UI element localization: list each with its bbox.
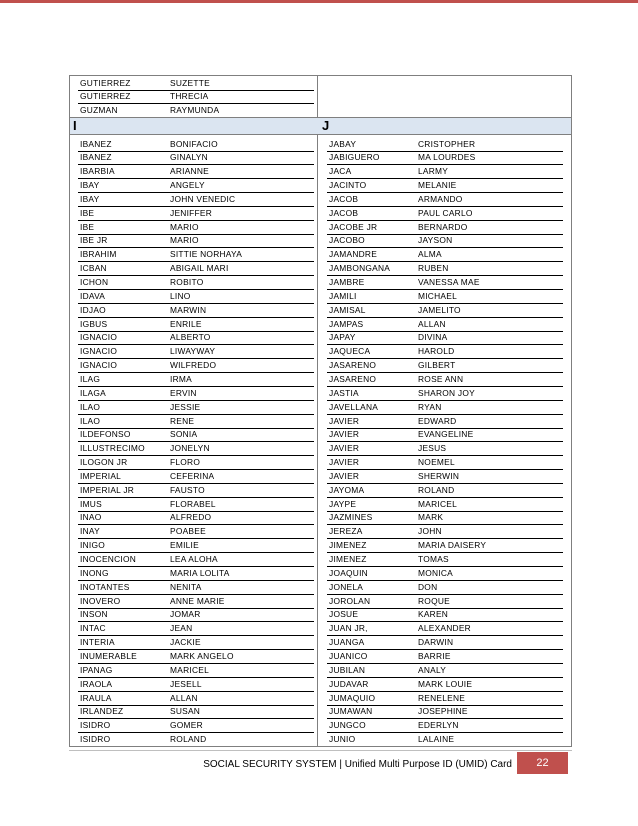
given-name: FAUSTO — [170, 484, 205, 495]
surname: JUMAWAN — [329, 706, 373, 717]
given-name: ROBITO — [170, 277, 204, 287]
given-name: JOMAR — [170, 609, 201, 620]
surname: JAVIER — [329, 443, 360, 454]
surname: IBANEZ — [80, 138, 112, 149]
surname: IBE — [80, 207, 95, 218]
top-accent-rule — [0, 0, 638, 3]
surname: IRAOLA — [80, 678, 113, 689]
given-name: RENELENE — [418, 692, 466, 703]
surname: JUAN JR, — [329, 623, 368, 634]
given-name: EDERLYN — [418, 720, 459, 731]
surname: IBAY — [80, 193, 100, 204]
right-list-row — [327, 387, 563, 401]
given-name: LIWAYWAY — [170, 346, 216, 357]
surname: JAVELLANA — [329, 401, 379, 412]
left-list-row — [78, 428, 314, 442]
surname: JACA — [329, 166, 352, 177]
page-number: 22 — [517, 752, 568, 774]
given-name: DON — [418, 581, 438, 592]
left-list-row — [78, 692, 314, 706]
left-list-row — [78, 179, 314, 193]
surname: JAMBONGANA — [329, 263, 391, 274]
surname: GUTIERREZ — [80, 78, 131, 88]
right-list-row — [327, 511, 563, 525]
given-name: PAUL CARLO — [418, 207, 473, 218]
given-name: ARMANDO — [418, 193, 463, 204]
surname: INOCENCION — [80, 554, 137, 564]
right-list-row — [327, 207, 563, 221]
right-list-row — [327, 470, 563, 484]
surname: IBE JR — [80, 235, 108, 246]
surname: JONELA — [329, 581, 364, 592]
surname: ISIDRO — [80, 734, 111, 745]
given-name: MARK LOUIE — [418, 678, 473, 689]
left-list-row — [78, 262, 314, 276]
given-name: VANESSA MAE — [418, 277, 480, 287]
given-name: ROLAND — [170, 734, 207, 745]
left-list-row — [78, 387, 314, 401]
given-name: MARWIN — [170, 304, 207, 315]
left-list-row — [78, 248, 314, 262]
surname: JABIGUERO — [329, 152, 380, 163]
right-list-row — [327, 553, 563, 567]
given-name: BARRIE — [418, 650, 451, 661]
right-list-row — [327, 650, 563, 664]
left-list-row — [78, 151, 314, 165]
given-name: KAREN — [418, 609, 449, 620]
left-list-row — [78, 138, 314, 152]
given-name: JAYSON — [418, 235, 453, 246]
right-list-row — [327, 331, 563, 345]
left-list-row — [78, 401, 314, 415]
right-list-row — [327, 678, 563, 692]
left-list-row — [78, 484, 314, 498]
surname: JAVIER — [329, 457, 360, 468]
right-list-row — [327, 248, 563, 262]
surname: INIGO — [80, 540, 105, 551]
surname: JAMBRE — [329, 277, 365, 287]
top-block-row — [78, 104, 314, 118]
surname: IDAVA — [80, 290, 106, 301]
left-list-row — [78, 193, 314, 207]
left-list-row — [78, 165, 314, 179]
column-divider — [317, 75, 318, 747]
given-name: ALLAN — [418, 318, 446, 329]
surname: JAMANDRE — [329, 249, 378, 260]
surname: ICBAN — [80, 263, 107, 274]
given-name: MARIO — [170, 235, 199, 246]
left-list-row — [78, 290, 314, 304]
given-name: SUSAN — [170, 706, 201, 717]
left-list-row — [78, 525, 314, 539]
surname: JASARENO — [329, 373, 377, 384]
given-name: DIVINA — [418, 332, 448, 343]
given-name: ROSE ANN — [418, 373, 464, 384]
surname: IDJAO — [80, 304, 106, 315]
section-letter-left: I — [73, 118, 77, 133]
given-name: JACKIE — [170, 637, 201, 648]
given-name: JONELYN — [170, 443, 210, 454]
surname: INTAC — [80, 623, 106, 634]
given-name: GILBERT — [418, 360, 456, 371]
given-name: ARIANNE — [170, 166, 209, 177]
given-name: MARICEL — [170, 664, 209, 675]
given-name: EMILIE — [170, 540, 199, 551]
right-list-row — [327, 664, 563, 678]
surname: JAYOMA — [329, 484, 365, 495]
surname: IGNACIO — [80, 332, 118, 343]
given-name: GOMER — [170, 720, 203, 731]
footer-rule — [69, 750, 572, 751]
given-name: MARK ANGELO — [170, 650, 234, 661]
right-list-row — [327, 221, 563, 235]
given-name: ANGELY — [170, 180, 205, 191]
surname: ILLUSTRECIMO — [80, 443, 145, 454]
top-block-row — [78, 90, 314, 104]
surname: JUBILAN — [329, 664, 366, 675]
given-name: SONIA — [170, 429, 198, 440]
given-name: ERVIN — [170, 387, 197, 398]
right-list-row — [327, 539, 563, 553]
given-name: DARWIN — [418, 637, 454, 648]
right-list-row — [327, 165, 563, 179]
surname: JACOB — [329, 193, 359, 204]
left-list-row — [78, 650, 314, 664]
section-letter-right: J — [322, 118, 330, 133]
right-list-row — [327, 442, 563, 456]
surname: INSON — [80, 609, 108, 620]
left-list-row — [78, 331, 314, 345]
surname: JAMILI — [329, 290, 357, 301]
given-name: BONIFACIO — [170, 138, 218, 149]
surname: JIMENEZ — [329, 540, 367, 551]
right-list-row — [327, 290, 563, 304]
right-list-row — [327, 456, 563, 470]
given-name: ALFREDO — [170, 512, 212, 523]
given-name: NOEMEL — [418, 457, 455, 468]
surname: ILAG — [80, 373, 101, 384]
given-name: SHERWIN — [418, 470, 460, 481]
given-name: CRISTOPHER — [418, 138, 476, 149]
surname: JAZMINES — [329, 512, 373, 523]
given-name: POABEE — [170, 526, 206, 537]
given-name: ROQUE — [418, 595, 450, 606]
given-name: TOMAS — [418, 554, 449, 564]
surname: JUNGCO — [329, 720, 366, 731]
given-name: RENE — [170, 415, 195, 426]
right-list-row — [327, 193, 563, 207]
given-name: MELANIE — [418, 180, 457, 191]
surname: INUMERABLE — [80, 650, 137, 661]
left-list-row — [78, 511, 314, 525]
given-name: WILFREDO — [170, 360, 217, 371]
left-list-row — [78, 705, 314, 719]
given-name: ALMA — [418, 249, 442, 260]
given-name: ANALY — [418, 664, 447, 675]
left-list-row — [78, 345, 314, 359]
given-name: NENITA — [170, 581, 202, 592]
given-name: GINALYN — [170, 152, 208, 163]
surname: JEREZA — [329, 526, 363, 537]
surname: JAVIER — [329, 429, 360, 440]
given-name: MA LOURDES — [418, 152, 476, 163]
surname: IPANAG — [80, 664, 113, 675]
left-list-row — [78, 470, 314, 484]
surname: INAY — [80, 526, 100, 537]
given-name: FLORABEL — [170, 498, 216, 509]
right-list-row — [327, 318, 563, 332]
surname: ILAGA — [80, 387, 106, 398]
section-header-band — [70, 117, 571, 135]
left-list-row — [78, 608, 314, 622]
given-name: JOHN VENEDIC — [170, 193, 236, 204]
given-name: JAMELITO — [418, 304, 461, 315]
right-list-row — [327, 234, 563, 248]
given-name: MARIO — [170, 221, 199, 232]
top-block-row — [78, 77, 314, 91]
right-list-row — [327, 595, 563, 609]
right-list-row — [327, 567, 563, 581]
given-name: JOSEPHINE — [418, 706, 468, 717]
right-list-row — [327, 484, 563, 498]
right-list-row — [327, 581, 563, 595]
given-name: ALBERTO — [170, 332, 211, 343]
surname: ILAO — [80, 401, 101, 412]
given-name: ANNE MARIE — [170, 595, 225, 606]
given-name: CEFERINA — [170, 470, 215, 481]
surname: IBANEZ — [80, 152, 112, 163]
right-list-row — [327, 304, 563, 318]
surname: JACOBO — [329, 235, 365, 246]
surname: IMPERIAL — [80, 470, 122, 481]
given-name: ABIGAIL MARI — [170, 263, 229, 274]
left-list-row — [78, 498, 314, 512]
left-list-row — [78, 664, 314, 678]
given-name: MARICEL — [418, 498, 457, 509]
surname: JUNIO — [329, 734, 356, 745]
given-name: SUZETTE — [170, 78, 210, 88]
right-list-row — [327, 636, 563, 650]
right-list-row — [327, 719, 563, 733]
given-name: IRMA — [170, 373, 192, 384]
surname: JACINTO — [329, 180, 367, 191]
given-name: JESELL — [170, 678, 202, 689]
surname: JAPAY — [329, 332, 356, 343]
surname: IMUS — [80, 498, 102, 509]
given-name: LEA ALOHA — [170, 554, 218, 564]
given-name: JEAN — [170, 623, 193, 634]
surname: INOVERO — [80, 595, 121, 606]
surname: ILAO — [80, 415, 101, 426]
surname: JUANICO — [329, 650, 368, 661]
left-list-row — [78, 567, 314, 581]
given-name: ROLAND — [418, 484, 455, 495]
left-list-row — [78, 207, 314, 221]
right-list-row — [327, 345, 563, 359]
right-list-row — [327, 151, 563, 165]
right-list-row — [327, 401, 563, 415]
right-list-row — [327, 359, 563, 373]
left-list-row — [78, 553, 314, 567]
surname: JAVIER — [329, 415, 360, 426]
left-list-row — [78, 318, 314, 332]
surname: JAMPAS — [329, 318, 364, 329]
surname: INONG — [80, 567, 109, 578]
left-list-row — [78, 719, 314, 733]
given-name: RYAN — [418, 401, 442, 412]
right-list-row — [327, 705, 563, 719]
given-name: MARIA DAISERY — [418, 540, 487, 551]
given-name: LARMY — [418, 166, 449, 177]
surname: JUANGA — [329, 637, 365, 648]
given-name: EVANGELINE — [418, 429, 474, 440]
right-list-row — [327, 276, 563, 290]
given-name: JESSIE — [170, 401, 201, 412]
surname: JACOB — [329, 207, 359, 218]
left-list-row — [78, 539, 314, 553]
surname: JAYPE — [329, 498, 357, 509]
surname: ILOGON JR — [80, 457, 128, 468]
given-name: ALLAN — [170, 692, 198, 703]
left-list-row — [78, 359, 314, 373]
left-list-row — [78, 221, 314, 235]
given-name: JENIFFER — [170, 207, 213, 218]
given-name: ENRILE — [170, 318, 202, 329]
footer-title: SOCIAL SECURITY SYSTEM | Unified Multi Purpose ID (UMID) Card — [203, 759, 512, 770]
surname: JABAY — [329, 138, 357, 149]
right-list-row — [327, 692, 563, 706]
given-name: JOHN — [418, 526, 442, 537]
left-list-row — [78, 733, 314, 747]
given-name: LALAINE — [418, 734, 455, 745]
surname: ICHON — [80, 277, 109, 287]
surname: IGBUS — [80, 318, 108, 329]
left-list-row — [78, 442, 314, 456]
surname: IBAY — [80, 180, 100, 191]
surname: JOROLAN — [329, 595, 371, 606]
left-list-row — [78, 636, 314, 650]
surname: JASTIA — [329, 387, 359, 398]
right-list-row — [327, 622, 563, 636]
given-name: MICHAEL — [418, 290, 457, 301]
surname: ISIDRO — [80, 720, 111, 731]
given-name: EDWARD — [418, 415, 457, 426]
given-name: MARK — [418, 512, 444, 523]
left-list-row — [78, 595, 314, 609]
given-name: FLORO — [170, 457, 201, 468]
given-name: RAYMUNDA — [170, 104, 220, 115]
given-name: BERNARDO — [418, 221, 468, 232]
surname: JUDAVAR — [329, 678, 369, 689]
left-list-row — [78, 276, 314, 290]
right-list-row — [327, 179, 563, 193]
left-list-row — [78, 304, 314, 318]
surname: JAVIER — [329, 470, 360, 481]
surname: JIMENEZ — [329, 554, 367, 564]
surname: INTERIA — [80, 637, 115, 648]
given-name: JESUS — [418, 443, 447, 454]
surname: INAO — [80, 512, 102, 523]
left-list-row — [78, 456, 314, 470]
surname: IBRAHIM — [80, 249, 117, 260]
surname: JOAQUIN — [329, 567, 368, 578]
surname: IGNACIO — [80, 360, 118, 371]
surname: INOTANTES — [80, 581, 130, 592]
right-list-row — [327, 608, 563, 622]
right-list-row — [327, 525, 563, 539]
surname: JASARENO — [329, 360, 377, 371]
surname: JAMISAL — [329, 304, 366, 315]
given-name: SITTIE NORHAYA — [170, 249, 243, 260]
right-list-row — [327, 498, 563, 512]
right-list-row — [327, 138, 563, 152]
surname: IRAULA — [80, 692, 112, 703]
left-list-row — [78, 234, 314, 248]
right-list-row — [327, 262, 563, 276]
left-list-row — [78, 415, 314, 429]
right-list-row — [327, 415, 563, 429]
surname: IRLANDEZ — [80, 706, 124, 717]
right-list-row — [327, 373, 563, 387]
surname: IBARBIA — [80, 166, 115, 177]
given-name: THRECIA — [170, 91, 209, 102]
surname: JACOBE JR — [329, 221, 378, 232]
surname: GUZMAN — [80, 104, 118, 115]
surname: GUTIERREZ — [80, 91, 131, 102]
left-list-row — [78, 622, 314, 636]
given-name: RUBEN — [418, 263, 449, 274]
surname: JOSUE — [329, 609, 359, 620]
given-name: ALEXANDER — [418, 623, 471, 634]
given-name: MARIA LOLITA — [170, 567, 230, 578]
left-list-row — [78, 373, 314, 387]
surname: ILDEFONSO — [80, 429, 131, 440]
surname: IMPERIAL JR — [80, 484, 135, 495]
surname: IBE — [80, 221, 95, 232]
given-name: LINO — [170, 290, 191, 301]
surname: JAQUECA — [329, 346, 371, 357]
given-name: SHARON JOY — [418, 387, 475, 398]
right-list-row — [327, 428, 563, 442]
surname: IGNACIO — [80, 346, 118, 357]
left-list-row — [78, 581, 314, 595]
given-name: HAROLD — [418, 346, 455, 357]
given-name: MONICA — [418, 567, 453, 578]
right-list-row — [327, 733, 563, 747]
surname: JUMAQUIO — [329, 692, 376, 703]
left-list-row — [78, 678, 314, 692]
